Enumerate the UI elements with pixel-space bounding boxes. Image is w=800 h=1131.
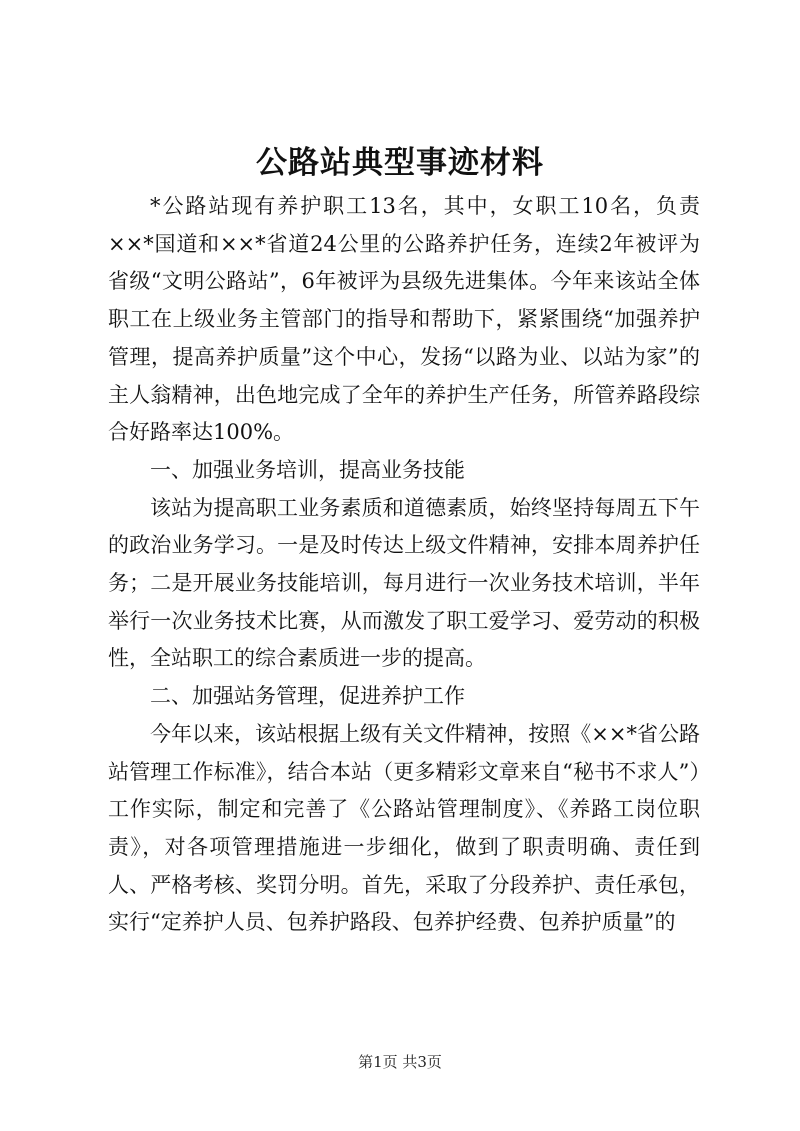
section-heading-2: 二、加强站务管理，促进养护工作 — [150, 684, 465, 709]
paragraph-training: 该站为提高职工业务素质和道德素质，始终坚持每周五下午的政治业务学习。一是及时传达上级文件精神，安排本周养护任务；二是开展业务技能培训，每月进行一次业务技术培训，半年举行一次业务技术比赛，从而激发了职工爱学习、爱劳动的积极性，全站职工的综合素质进一步的提高。 — [108, 495, 700, 671]
document-title: 公路站典型事迹材料 — [256, 145, 544, 181]
document-body — [108, 188, 700, 942]
page-footer: 第1页 共3页 — [358, 1053, 442, 1071]
paragraph-management: 今年以来，该站根据上级有关文件精神，按照《××*省公路站管理工作标准》，结合本站（更多精彩文章来自“秘书不求人”）工作实际，制定和完善了《公路站管理制度》、《养路工岗位职责》，对各项管理措施进一步细化，做到了职责明确、责任到人、严格考核、奖罚分明。首先，采取了分段养护、责任承包，实行“定养护人员、包养护路段、包养护经费、包养护质量”的 — [108, 721, 700, 935]
paragraph-intro: *公路站现有养护职工13名，其中，女职工10名，负责××*国道和××*省道24公里的公路养护任务，连续2年被评为省级“文明公路站”，6年被评为县级先进集体。今年来该站全体职工在上级业务主管部门的指导和帮助下，紧紧围绕“加强养护管理，提高养护质量”这个中心，发扬“以路为业、以站为家”的主人翁精神，出色地完成了全年的养护生产任务，所管养路段综合好路率达100%。 — [108, 194, 700, 445]
section-heading-1: 一、加强业务培训，提高业务技能 — [150, 457, 465, 482]
